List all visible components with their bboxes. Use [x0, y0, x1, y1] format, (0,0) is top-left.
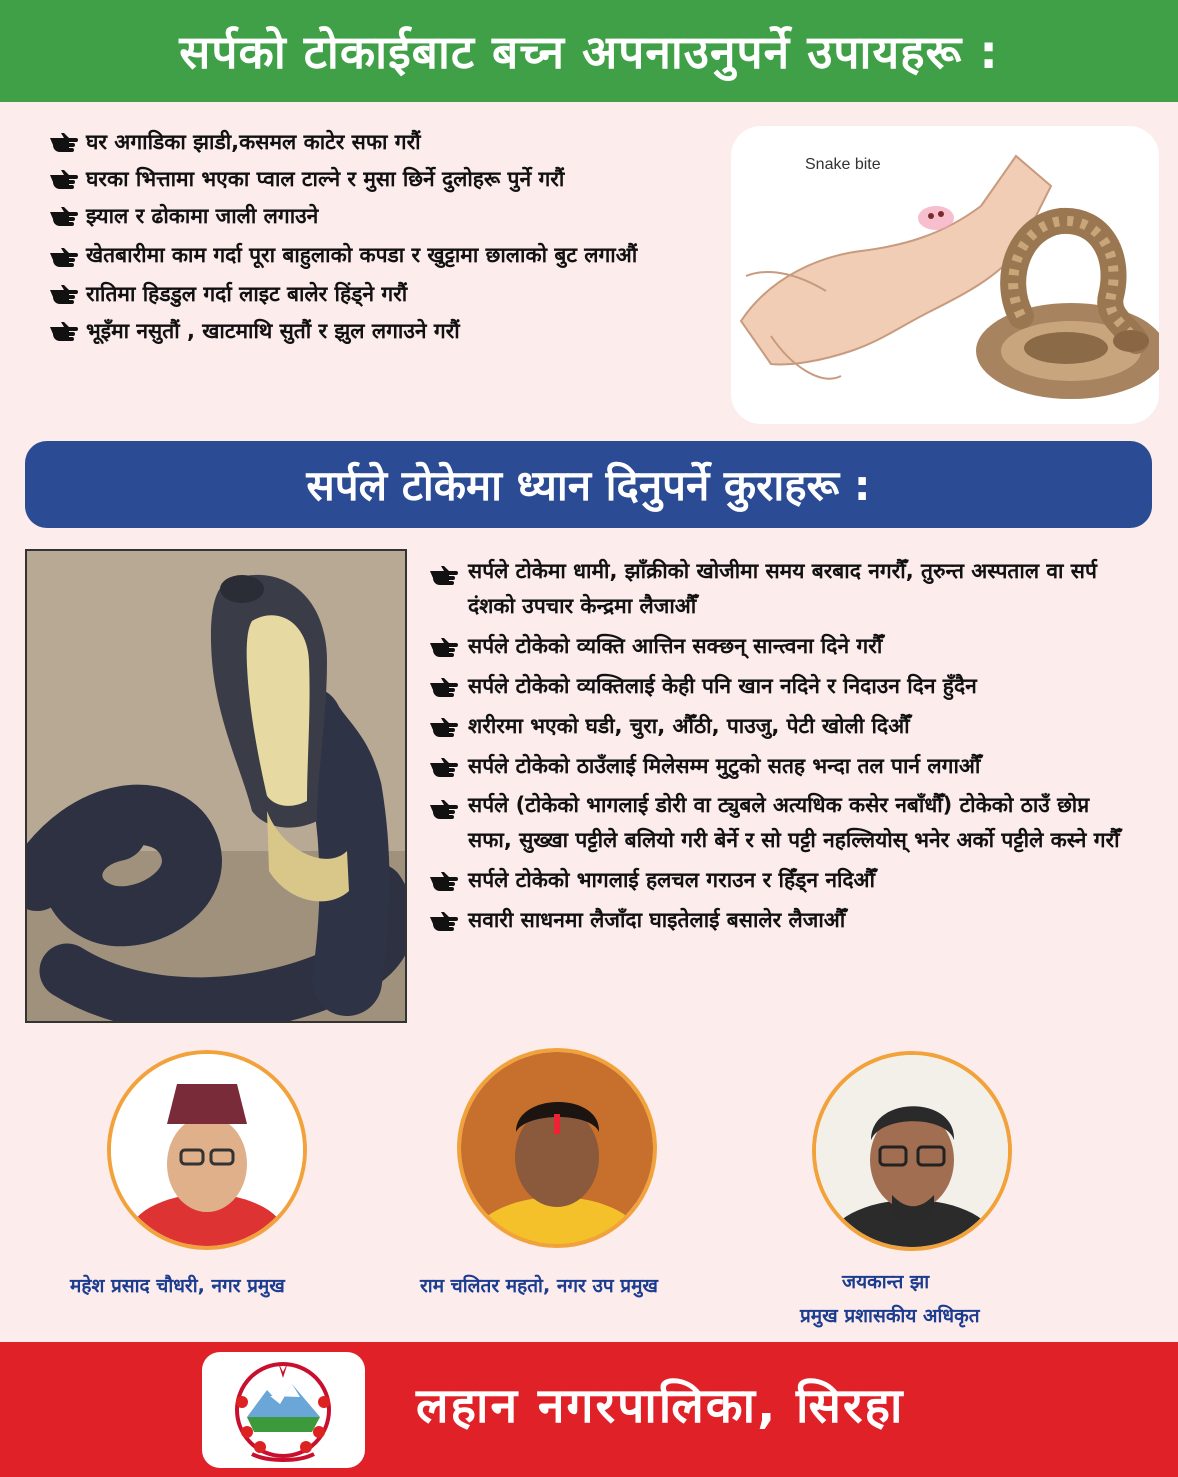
official-role-cao — [800, 1302, 980, 1328]
official-name-mayor — [70, 1272, 285, 1298]
pointing-hand-icon — [428, 634, 458, 658]
official-role: नगर उप प्रमुख — [556, 1275, 658, 1297]
pointing-hand-icon — [48, 281, 78, 305]
prevention-item — [48, 313, 728, 350]
pointing-hand-icon — [48, 166, 78, 190]
official-name: महेश प्रसाद चौधरी, — [70, 1275, 205, 1297]
pointing-hand-icon — [428, 754, 458, 778]
prevention-item — [48, 239, 728, 272]
official-photo-cao — [812, 1051, 1012, 1251]
cobra-drawing — [27, 551, 407, 1023]
attention-heading: सर्पले टोकेमा ध्यान दिनुपर्ने कुराहरू : — [306, 461, 871, 510]
hand-and-snake-drawing — [731, 126, 1159, 424]
avatar — [461, 1052, 653, 1244]
avatar — [816, 1055, 1008, 1247]
attention-item — [428, 666, 1128, 706]
prevention-text: खेतबारीमा काम गर्दा पूरा बाहुलाको कपडा र खुट्टामा छालाको बुट लगाऔं — [86, 243, 638, 267]
attention-list — [428, 552, 1128, 940]
prevention-heading: सर्पको टोकाईबाट बच्न अपनाउनुपर्ने उपायहरू : — [179, 25, 999, 79]
attention-item — [428, 900, 1128, 940]
attention-item — [428, 860, 1128, 900]
prevention-text: झ्याल र ढोकामा जाली लगाउने — [86, 204, 319, 228]
pointing-hand-icon — [48, 318, 78, 342]
pointing-hand-icon — [428, 796, 458, 820]
attention-banner — [25, 441, 1152, 528]
prevention-text: घर अगाडिका झाडी,कसमल काटेर सफा गरौं — [86, 130, 421, 154]
prevention-item — [48, 276, 728, 313]
official-photo-deputy-mayor — [457, 1048, 657, 1248]
municipality-name: लहान नगरपालिका, सिरहा — [416, 1378, 905, 1434]
attention-text: सर्पले टोकेको व्यक्ति आत्तिन सक्छन् सान्त्वना दिने गरौँ — [468, 634, 883, 658]
attention-item — [428, 788, 1128, 858]
pointing-hand-icon — [428, 562, 458, 586]
attention-text: सर्पले (टोकेको भागलाई डोरी वा ट्युबले अत्यधिक कसेर नबाँधौँ) टोकेको ठाउँ छोप्न सफा, सुख्खा पट्टीले बलियो गरी बेर्ने र सो पट्टी नहल्लियोस् भनेर अर्को पट्टीले कस्ने गरौँ — [468, 793, 1120, 852]
avatar — [111, 1054, 303, 1246]
attention-text: सर्पले टोकेको ठाउँलाई मिलेसम्म मुटुको सतह भन्दा तल पार्न लगाऔँ — [468, 754, 981, 778]
pointing-hand-icon — [48, 203, 78, 227]
pointing-hand-icon — [428, 908, 458, 932]
footer-banner — [0, 1342, 1178, 1477]
prevention-text: भूइँमा नसुतौं , खाटमाथि सुतौं र झुल लगाउने गरौं — [86, 319, 460, 343]
official-name-deputy-mayor — [420, 1272, 658, 1298]
prevention-item — [48, 198, 728, 235]
attention-item — [428, 554, 1128, 624]
cobra-photo — [25, 549, 407, 1023]
attention-text: सर्पले टोकेमा धामी, झाँक्रीको खोजीमा समय बरबाद नगरौँ, तुरुन्त अस्पताल वा सर्प दंशको उपचार केन्द्रमा लैजाऔँ — [468, 559, 1097, 618]
official-name-cao — [842, 1268, 929, 1294]
attention-item — [428, 626, 1128, 666]
attention-text: शरीरमा भएको घडी, चुरा, औँठी, पाउजु, पेटी खोली दिऔँ — [468, 714, 910, 738]
attention-text: सर्पले टोकेको भागलाई हलचल गराउन र हिँड्न नदिऔँ — [468, 868, 876, 892]
attention-item — [428, 746, 1128, 786]
attention-text: सवारी साधनमा लैजाँदा घाइतेलाई बसालेर लैजाऔँ — [468, 908, 846, 932]
prevention-text: रातिमा हिडडुल गर्दा लाइट बालेर हिंड्ने गरौं — [86, 282, 408, 306]
top-banner — [0, 0, 1178, 102]
prevention-item — [48, 161, 728, 198]
municipality-emblem — [202, 1352, 365, 1468]
official-name: राम चलितर महतो, — [420, 1275, 551, 1297]
pointing-hand-icon — [48, 244, 78, 268]
prevention-list — [48, 124, 728, 350]
attention-text: सर्पले टोकेको व्यक्तिलाई केही पनि खान नदिने र निदाउन दिन हुँदैन — [468, 674, 977, 698]
attention-item — [428, 706, 1128, 746]
snakebite-illustration — [731, 126, 1159, 424]
prevention-item — [48, 124, 728, 161]
pointing-hand-icon — [428, 714, 458, 738]
snakebite-caption: Snake bite — [805, 156, 881, 173]
nepal-emblem-icon — [202, 1352, 365, 1468]
official-photo-mayor — [107, 1050, 307, 1250]
official-name: जयकान्त झा — [842, 1271, 930, 1293]
official-role: नगर प्रमुख — [211, 1275, 285, 1297]
pointing-hand-icon — [428, 868, 458, 892]
prevention-text: घरका भित्तामा भएका प्वाल टाल्ने र मुसा छिर्ने दुलोहरू पुर्ने गरौं — [86, 167, 565, 191]
pointing-hand-icon — [428, 674, 458, 698]
pointing-hand-icon — [48, 129, 78, 153]
official-role: प्रमुख प्रशासकीय अधिकृत — [800, 1305, 980, 1327]
